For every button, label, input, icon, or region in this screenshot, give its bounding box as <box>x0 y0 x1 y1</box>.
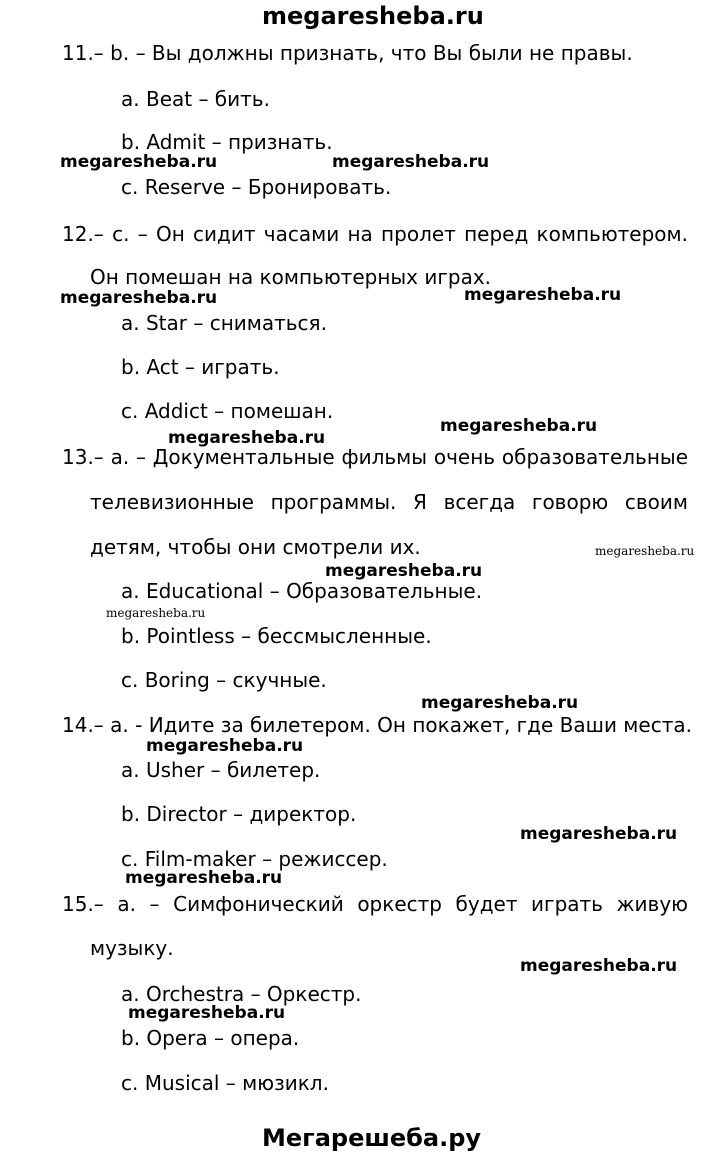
question-11-option-a: a. Beat – бить. <box>121 87 270 111</box>
question-12-option-c: c. Addict – помешан. <box>121 399 334 423</box>
watermark: megaresheba.ru <box>168 428 326 448</box>
watermark: megaresheba.ru <box>520 824 678 844</box>
question-15-option-b: b. Opera – опера. <box>121 1026 300 1050</box>
watermark: megaresheba.ru <box>595 544 695 558</box>
page-header: megaresheba.ru <box>262 2 484 30</box>
question-13-option-c: c. Boring – скучные. <box>121 668 327 692</box>
watermark: megaresheba.ru <box>125 868 283 888</box>
question-14-option-a: a. Usher – билетер. <box>121 758 321 782</box>
question-14-text: 14.– a. - Идите за билетером. Он покажет, где Ваши места. <box>62 713 692 737</box>
question-14-option-c: c. Film-maker – режиссер. <box>121 847 388 871</box>
question-12-text-line2: Он помешан на компьютерных играх. <box>90 265 492 289</box>
question-13-option-b: b. Pointless – бессмысленные. <box>121 624 432 648</box>
question-12-option-a: a. Star – сниматься. <box>121 311 327 335</box>
question-15-option-a: a. Orchestra – Оркестр. <box>121 982 362 1006</box>
watermark: megaresheba.ru <box>440 416 598 436</box>
page-footer: Мегарешеба.ру <box>262 1124 482 1152</box>
watermark: megaresheba.ru <box>421 693 579 713</box>
question-13-text-line2: телевизионные программы. Я всегда говорю своим <box>90 490 688 514</box>
question-11-text: 11.– b. – Вы должны признать, что Вы были не правы. <box>62 41 633 65</box>
question-15-option-c: c. Musical – мюзикл. <box>121 1071 329 1095</box>
question-11-option-b: b. Admit – признать. <box>121 130 333 154</box>
question-13-text-line1: 13.– a. – Документальные фильмы очень образовательные <box>62 445 688 469</box>
question-15-text-line1: 15.– a. – Симфонический оркестр будет играть живую <box>62 892 688 916</box>
watermark: megaresheba.ru <box>146 736 304 756</box>
watermark: megaresheba.ru <box>520 956 678 976</box>
watermark: megaresheba.ru <box>325 561 483 581</box>
question-12-option-b: b. Act – играть. <box>121 355 280 379</box>
question-12-text-line1: 12.– c. – Он сидит часами на пролет перед компьютером. <box>62 222 688 246</box>
watermark: megaresheba.ru <box>464 285 622 305</box>
watermark: megaresheba.ru <box>128 1003 286 1023</box>
watermark: megaresheba.ru <box>60 288 218 308</box>
question-11-option-c: c. Reserve – Бронировать. <box>121 175 392 199</box>
watermark: megaresheba.ru <box>106 606 206 620</box>
question-14-option-b: b. Director – директор. <box>121 802 357 826</box>
watermark: megaresheba.ru <box>332 152 490 172</box>
question-13-option-a: a. Educational – Образовательные. <box>121 579 483 603</box>
question-15-text-line2: музыку. <box>90 936 174 960</box>
watermark: megaresheba.ru <box>60 152 218 172</box>
question-13-text-line3: детям, чтобы они смотрели их. <box>90 535 421 559</box>
